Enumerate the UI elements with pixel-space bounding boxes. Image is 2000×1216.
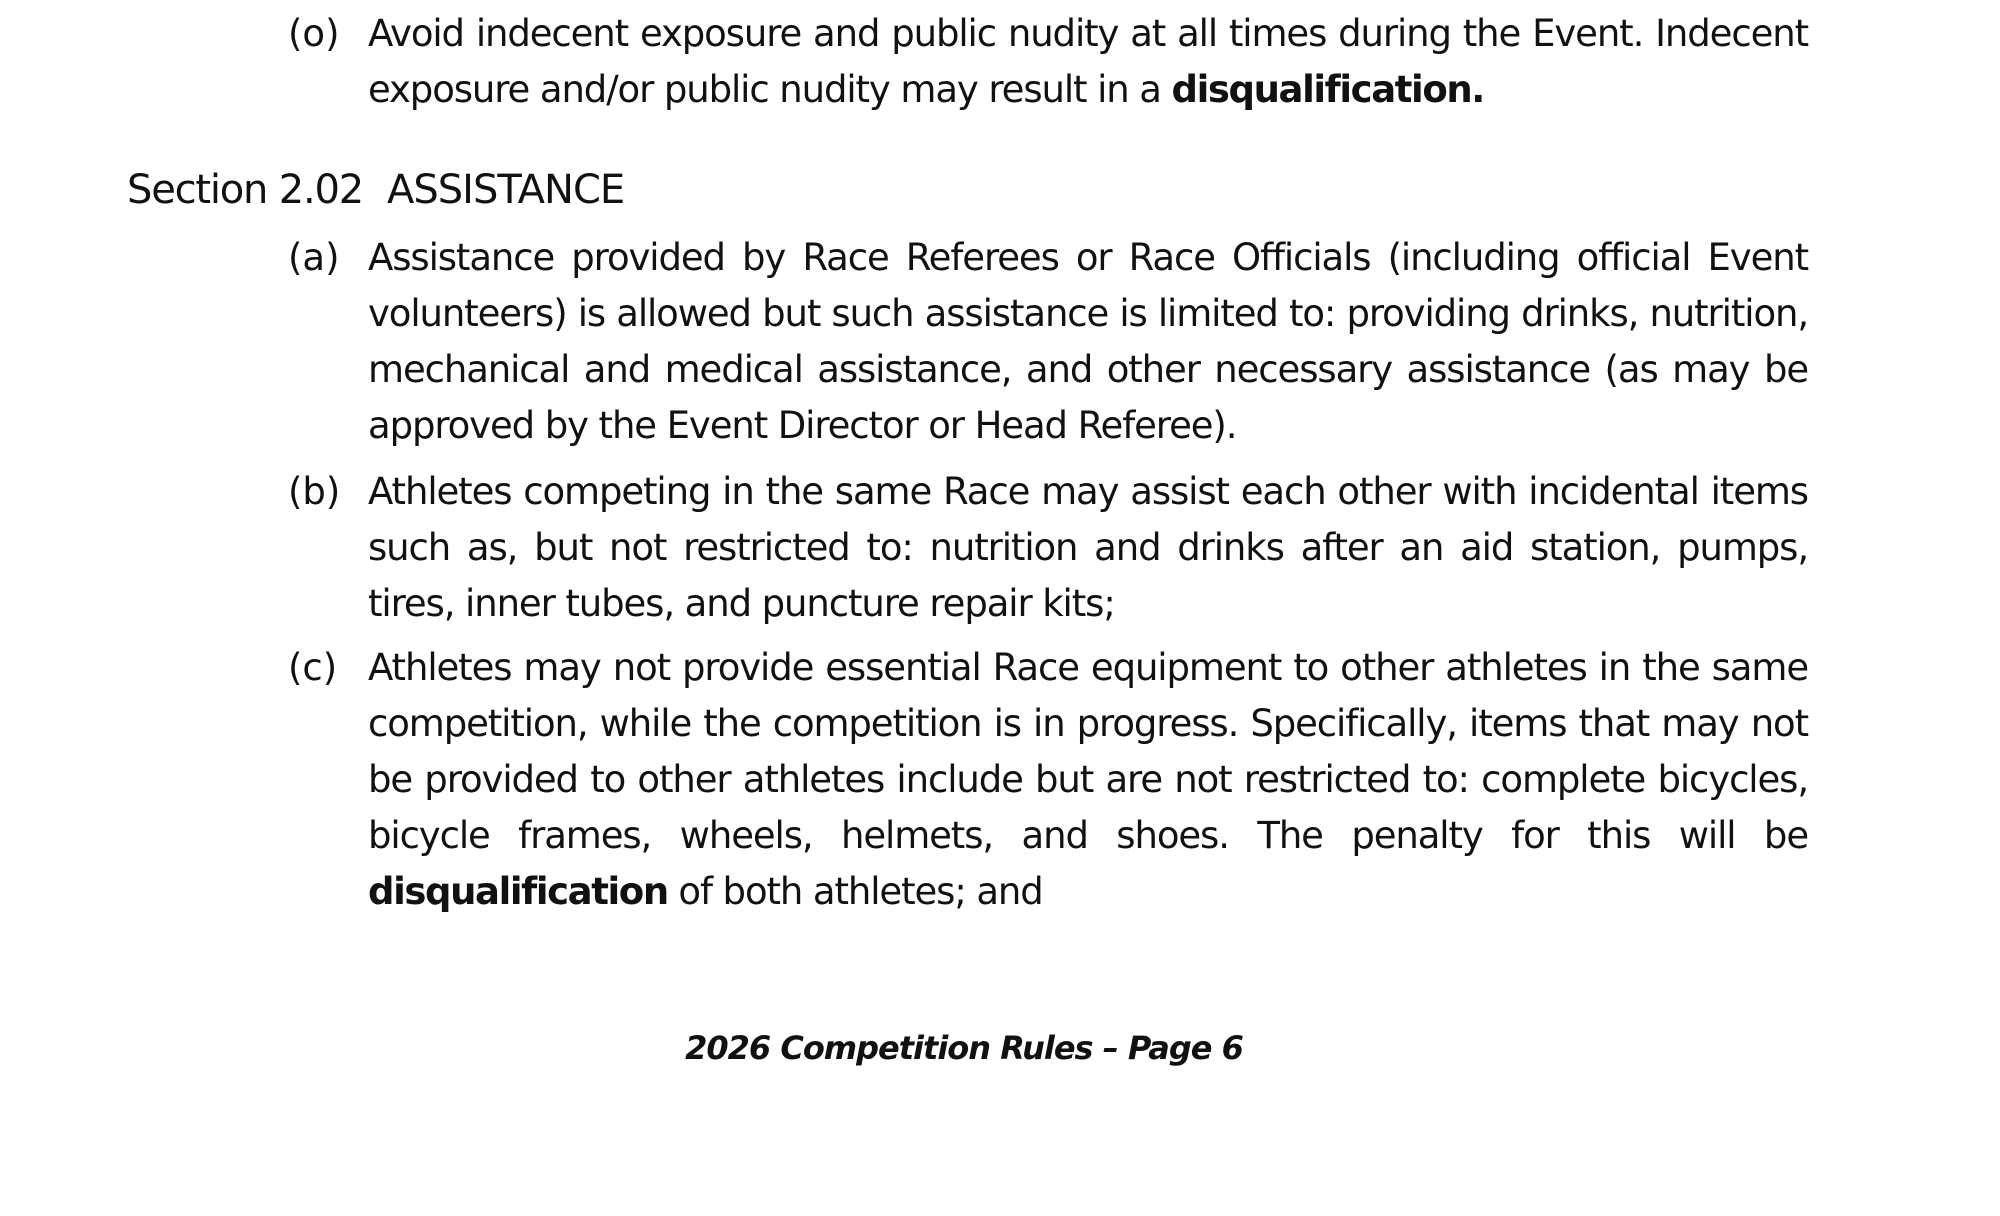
page-footer: 2026 Competition Rules – Page 6 [685,1029,1243,1067]
item-text [368,6,1808,118]
item-body-text: Avoid indecent exposure and public nudity at all times during the Event. Indecent exposure and/or public nudity may result in a [368,12,1808,111]
section-title: ASSISTANCE [387,167,625,213]
item-label: (b) [288,470,341,513]
item-label: (a) [288,236,340,279]
bold-term: disqualification. [1171,68,1484,111]
section-heading [127,160,624,220]
item-body-text-after: of both athletes; and [667,870,1043,913]
item-label: (c) [288,646,338,689]
item-body-text: Athletes may not provide essential Race equipment to other athletes in the same competition, while the competition is in progress. Specifically, items that may not be provided to other athletes include but are not restricted to: complete bicycles, bicycle frames, wheels, helmets, and shoes. The penalty for this will be [368,646,1808,857]
item-label: (o) [288,12,340,55]
item-text: Athletes competing in the same Race may assist each other with incidental items such as, but not restricted to: nutrition and drinks after an aid station, pumps, tires, inner tubes, and puncture repair kits; [368,470,1808,625]
item-text [368,640,1808,920]
section-number: Section 2.02 [127,167,363,213]
bold-term: disqualification [368,870,668,913]
item-text: Assistance provided by Race Referees or Race Officials (including official Event volunteers) is allowed but such assistance is limited to: providing drinks, nutrition, mechanical and medical assistance, and other necessary assistance (as may be approved by the Event Director or Head Referee). [368,236,1808,447]
